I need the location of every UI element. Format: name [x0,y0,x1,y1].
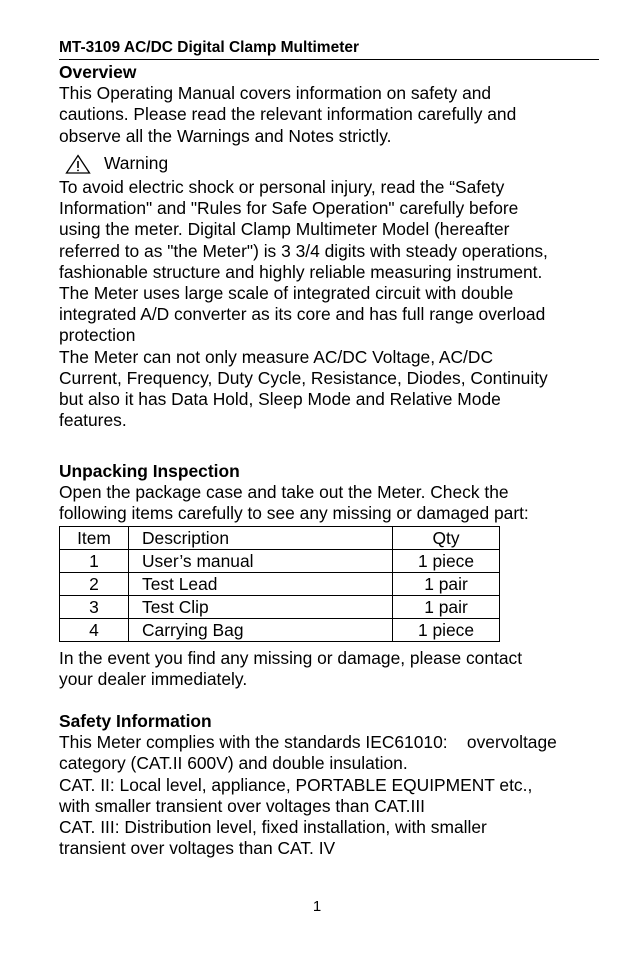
table-row [60,596,500,619]
warning-line: using the meter. Digital Clamp Multimeter Model (hereafter [59,219,510,240]
unpacking-note-line: In the event you find any missing or damage, please contact [59,648,523,668]
document-header [59,38,599,60]
unpacking-section [59,461,609,525]
table-header-qty: Qty [393,527,500,550]
table-cell-item: 3 [60,596,129,619]
warning-line: protection [59,325,136,346]
table-cell-qty: 1 pair [393,596,500,619]
overview-line: cautions. Please read the relevant information carefully and [59,104,517,125]
safety-line: CAT. II: Local level, appliance, PORTABLE EQUIPMENT etc., [59,774,533,795]
table-header-item: Item [60,527,129,550]
safety-line: category (CAT.II 600V) and double insulation. [59,753,408,774]
safety-section [59,711,609,859]
warning-line: Current, Frequency, Duty Cycle, Resistance, Diodes, Continuity [59,367,548,388]
overview-line: observe all the Warnings and Notes strictly. [59,125,392,146]
safety-line: transient over voltages than CAT. IV [59,838,336,859]
unpacking-note [59,648,609,690]
header-title: MT-3109 AC/DC Digital Clamp Multimeter [59,39,360,56]
warning-line: The Meter can not only measure AC/DC Voltage, AC/DC [59,346,494,367]
warning-line: The Meter uses large scale of integrated circuit with double [59,283,514,304]
safety-line: This Meter complies with the standards IEC61010: overvoltage [59,732,557,753]
warning-section [59,151,609,431]
unpacking-title: Unpacking Inspection [59,461,240,481]
unpacking-line: Open the package case and take out the Meter. Check the [59,482,509,503]
table-header-row [60,527,500,550]
table-cell-description: Carrying Bag [129,619,393,642]
table-cell-description: Test Clip [129,596,393,619]
table-cell-item: 1 [60,550,129,573]
unpacking-line: following items carefully to see any missing or damaged part: [59,503,529,524]
warning-line: but also it has Data Hold, Sleep Mode and Relative Mode [59,389,501,410]
table-cell-description: User’s manual [129,550,393,573]
table-cell-item: 2 [60,573,129,596]
table-row [60,573,500,596]
safety-line: CAT. III: Distribution level, fixed installation, with smaller [59,817,487,838]
warning-line: To avoid electric shock or personal injury, read the “Safety [59,177,505,197]
items-table [59,526,500,642]
table-cell-item: 4 [60,619,129,642]
unpacking-note-line: your dealer immediately. [59,669,248,690]
overview-section [59,62,609,147]
warning-triangle-icon [65,154,91,174]
safety-title: Safety Information [59,711,212,731]
table-cell-description: Test Lead [129,573,393,596]
overview-title: Overview [59,62,137,82]
safety-line: with smaller transient over voltages than CAT.III [59,795,425,816]
table-header-description: Description [129,527,393,550]
overview-line: This Operating Manual covers information on safety and [59,83,492,104]
warning-line: fashionable structure and highly reliable measuring instrument. [59,261,543,282]
warning-line: referred to as "the Meter") is 3 3/4 digits with steady operations, [59,240,548,261]
table-row [60,550,500,573]
page-number: 1 [312,898,322,915]
table-cell-qty: 1 piece [393,619,500,642]
warning-label: Warning [104,153,169,174]
table-cell-qty: 1 piece [393,550,500,573]
table-cell-qty: 1 pair [393,573,500,596]
table-row [60,619,500,642]
warning-line: features. [59,410,127,431]
warning-line: Information" and "Rules for Safe Operation" carefully before [59,198,519,219]
warning-heading [59,151,609,177]
warning-line: integrated A/D converter as its core and has full range overload [59,304,546,325]
